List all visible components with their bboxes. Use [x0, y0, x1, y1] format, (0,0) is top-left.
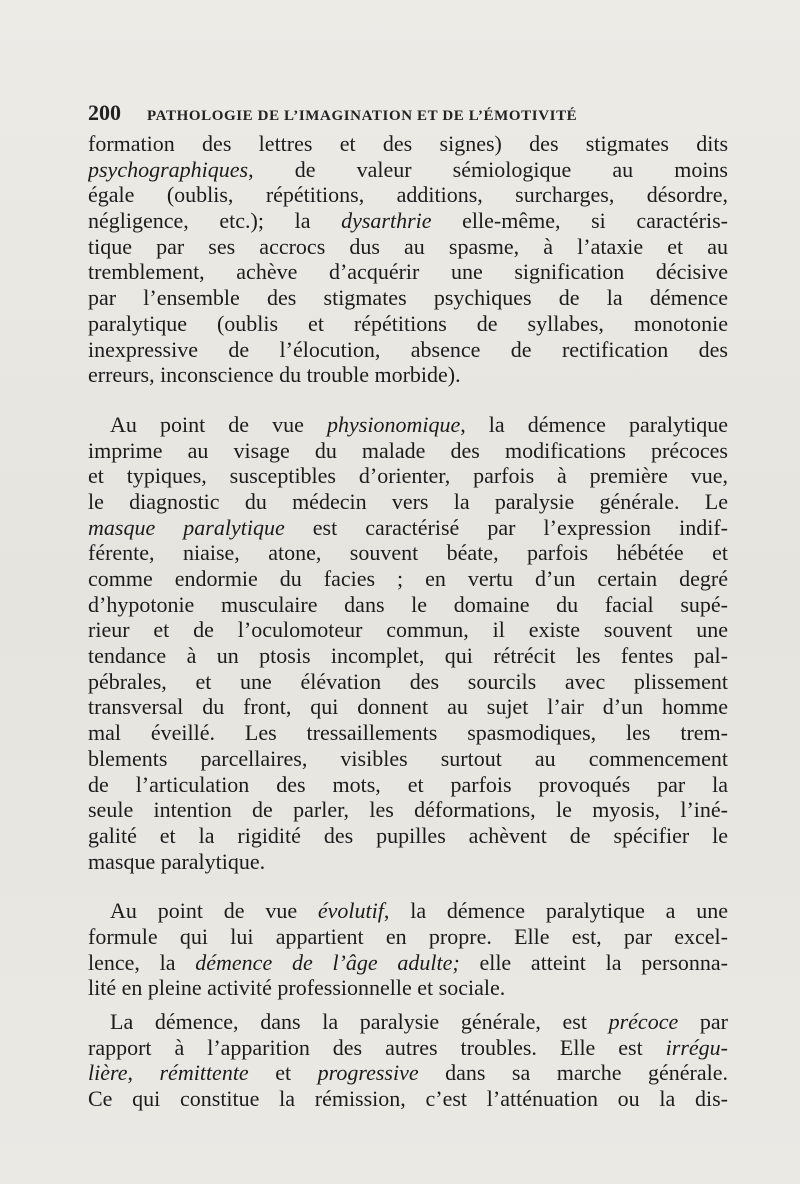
text-run: rieur et de l’oculomoteur commun, il existe souvent une — [88, 617, 728, 643]
text-line — [88, 337, 728, 363]
text-run: formation des lettres et des signes) des stigmates dits — [88, 131, 728, 156]
text-run: négligence, etc.); la — [88, 208, 342, 234]
text-line — [88, 208, 728, 234]
text-run: seule intention de parler, les déformations, le myosis, l’iné- — [88, 797, 728, 823]
paragraph — [88, 1009, 728, 1112]
running-title: PATHOLOGIE DE L’IMAGINATION ET DE L’ÉMOTIVITÉ — [147, 108, 578, 124]
page-header — [88, 100, 728, 126]
text-line — [88, 234, 728, 260]
text-line — [88, 182, 728, 208]
italic-term: démence de l’âge adulte; — [195, 949, 460, 975]
text-line — [88, 1009, 728, 1035]
text-run: par l’ensemble des stigmates psychiques de la démence — [88, 285, 728, 311]
paragraph-spacer — [88, 874, 728, 898]
italic-term: précoce — [608, 1009, 679, 1034]
italic-term: rémittente — [159, 1060, 249, 1086]
paragraph — [88, 412, 728, 874]
text-run: imprime au visage du malade des modifications précoces — [88, 437, 728, 463]
text-run: paralytique (oublis et répétitions de syllabes, monotonie — [88, 310, 728, 336]
text-run: lité en pleine activité professionnelle et sociale. — [88, 975, 506, 1001]
text-line — [88, 489, 728, 515]
text-line — [88, 438, 728, 464]
text-run: masque paralytique. — [88, 848, 266, 874]
text-line — [88, 849, 728, 875]
text-line — [88, 643, 728, 669]
text-run: pébrales, et une élévation des sourcils avec plissement — [88, 668, 728, 694]
text-run: tique par ses accrocs dus au spasme, à l’ataxie et au — [88, 233, 728, 259]
text-run: et — [248, 1060, 318, 1086]
text-run: lence, la — [88, 949, 196, 975]
text-run: erreurs, inconscience du trouble morbide). — [88, 362, 461, 388]
text-line — [88, 540, 728, 566]
paragraph-spacer — [88, 388, 728, 412]
text-run: tendance à un ptosis incomplet, qui rétrécit les fentes pal- — [88, 643, 728, 669]
italic-term: lière — [88, 1060, 128, 1086]
text-run: de l’articulation des mots, et parfois provoqués par la — [88, 771, 728, 797]
text-line — [88, 566, 728, 592]
text-run: , de valeur sémiologique au moins — [248, 156, 728, 182]
text-line — [88, 797, 728, 823]
text-run: formule qui lui appartient en propre. Elle est, par excel- — [88, 923, 728, 949]
text-run: elle-même, si caractéris- — [431, 208, 728, 234]
text-run: galité et la rigidité des pupilles achèvent de spécifier le — [88, 822, 728, 848]
text-line — [88, 669, 728, 695]
paragraph — [88, 898, 728, 1001]
text-line — [88, 592, 728, 618]
italic-term: physionomique — [327, 411, 461, 437]
text-run: dans sa marche générale. — [418, 1060, 728, 1086]
text-line — [88, 617, 728, 643]
paragraph-spacer — [88, 1001, 728, 1009]
text-line — [88, 823, 728, 849]
italic-term: progressive — [317, 1060, 419, 1086]
text-run: , — [127, 1060, 160, 1086]
text-run: comme endormie du facies ; en vertu d’un certain degré — [88, 566, 728, 591]
text-run: le diagnostic du médecin vers la paralysie générale. Le — [88, 488, 728, 514]
italic-term: dysarthrie — [341, 208, 432, 234]
text-line — [88, 746, 728, 772]
text-run: rapport à l’apparition des autres troubles. Elle est — [88, 1034, 666, 1060]
text-run: , la démence paralytique — [460, 411, 728, 437]
text-run: férente, niaise, atone, souvent béate, parfois hébétée et — [88, 540, 728, 566]
text-line — [88, 720, 728, 746]
text-run: transversal du front, qui donnent au sujet l’air d’un homme — [88, 694, 728, 720]
text-run: inexpressive de l’élocution, absence de rectification des — [88, 336, 728, 362]
text-line — [88, 285, 728, 311]
text-line — [88, 1035, 728, 1061]
text-line — [88, 898, 728, 924]
body-text — [88, 131, 728, 1112]
text-line — [88, 950, 728, 976]
text-line — [88, 694, 728, 720]
text-run: , la démence paralytique a une — [383, 898, 728, 924]
text-line — [88, 975, 728, 1001]
text-run: blements parcellaires, visibles surtout au commencement — [88, 745, 728, 771]
text-run: et typiques, susceptibles d’orienter, parfois à première vue, — [88, 463, 728, 489]
page-number: 200 — [88, 100, 121, 125]
text-line — [88, 772, 728, 798]
text-line — [88, 362, 728, 388]
text-line — [88, 259, 728, 285]
text-run: Au point de vue — [110, 898, 318, 924]
text-run: par — [678, 1009, 728, 1034]
text-run: elle atteint la personna- — [459, 949, 728, 975]
text-line — [88, 131, 728, 157]
text-line — [88, 924, 728, 950]
text-line — [88, 1086, 728, 1112]
text-run: Ce qui constitue la rémission, c’est l’atténuation ou la dis- — [88, 1086, 728, 1112]
text-run: est caractérisé par l’expression indif- — [284, 514, 728, 540]
text-line — [88, 515, 728, 541]
text-run: tremblement, achève d’acquérir une signification décisive — [88, 259, 728, 285]
paragraph — [88, 131, 728, 388]
text-line — [88, 1060, 728, 1086]
text-run: La démence, dans la paralysie générale, est — [110, 1009, 609, 1034]
text-run: d’hypotonie musculaire dans le domaine du facial supé- — [88, 591, 728, 617]
text-line — [88, 463, 728, 489]
text-run: égale (oublis, répétitions, additions, surcharges, désordre, — [88, 182, 728, 208]
italic-term: masque paralytique — [88, 514, 285, 540]
text-run: Au point de vue — [110, 411, 327, 437]
text-run: mal éveillé. Les tressaillements spasmodiques, les trem- — [88, 720, 728, 746]
italic-term: évolutif — [317, 898, 384, 924]
text-line — [88, 157, 728, 183]
text-line — [88, 412, 728, 438]
italic-term: psychographiques — [88, 156, 249, 182]
italic-term: irrégu- — [665, 1034, 728, 1060]
text-line — [88, 311, 728, 337]
